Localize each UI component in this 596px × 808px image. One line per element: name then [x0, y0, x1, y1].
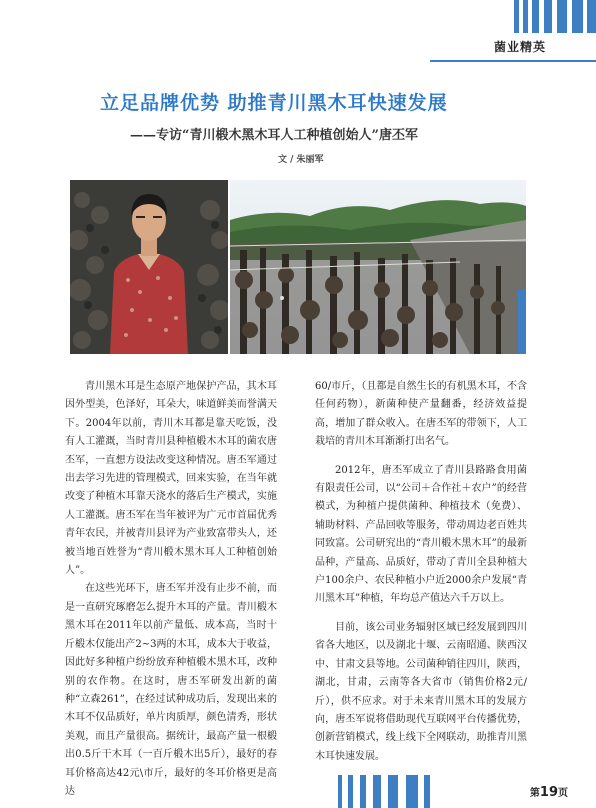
header-stripes	[514, 0, 596, 33]
left-column	[65, 378, 277, 801]
article-title: 立足品牌优势 助推青川黑木耳快速发展	[100, 92, 448, 114]
paragraph: 2012年，唐丕军成立了青川县路路食用菌有限责任公司，以“公司＋合作社＋农户”的经营模式，为种植户提供菌种、种植技术（免费）、辅助材料、产品回收等服务，带动周边老百姓共同致富。公司研究出的“青川椴木黑木耳”的最新品种，产量高、品质好，带动了青川全县种植大户100余户、农民种植小户近2000余户发展“青川黑木耳”种植，年均总产值达六千万以上。	[315, 464, 527, 605]
portrait-photo	[70, 180, 228, 354]
footer-stripes	[0, 775, 430, 808]
page-number-value: 19	[539, 785, 558, 800]
section-rule	[430, 60, 596, 62]
paragraph: 目前，该公司业务辐射区域已经发展到四川省各大地区，以及湖北十堰、云南昭通、陕西汉中、甘肃文县等地。公司菌种销往四川，陕西，湖北，甘肃，云南等各大省市（销售价格2元/斤），供不应求。对于未来青川黑木耳的发展方向，唐丕军说将借助现代互联网平台传播优势，创新营销模式，线上线下全网联动，助推青川黑木耳快速发展。	[315, 621, 527, 762]
paragraph: 60/市斤，（且都是自然生长的有机黑木耳，不含任何药物），新菌种使产量翻番，经济效益提高，增加了群众收入。在唐丕军的带领下，人工栽培的青川木耳渐渐打出名气。	[315, 381, 527, 448]
article-subtitle: ——专访“青川椴木黑木耳人工种植创始人”唐丕军	[130, 128, 418, 143]
paragraph: 青川黑木耳是生态原产地保护产品，其木耳因外型美，色泽好，耳朵大，味道鲜美而誉满天下。2004年以前，青川木耳都是靠天吃饭，没有人工灌溉，当时青川县种植椴木木耳的菌农唐丕军，一直想方设法改变这种情况。唐丕军通过出去学习先进的管理模式，回来实验，在当年就改变了种植木耳靠天浇水的落后生产模式，实施人工灌溉。唐丕军在当年被评为广元市首届优秀青年农民，并被青川县评为产业致富带头人，还被当地百姓誉为“青川椴木黑木耳人工种植创始人”。	[65, 381, 277, 577]
paragraph: 在这些光环下，唐丕军并没有止步不前，而是一直研究琢磨怎么提升木耳的产量。青川椴木黑木耳在2011年以前产量低、成本高，当时十斤椴木仅能出产2~3两的木耳，成本大于收益，因此好多种植户纷纷放弃种植椴木黑木耳，改种别的农作物。在这时，唐丕军研发出新的菌种“立森261”，在经过试种成功后，发现出来的木耳不仅品质好，单片肉质厚，颜色清秀，形状美观，而且产量很高。据统计，最高产量一根椴出0.5斤干木耳（一百斤椴木出5斤），最好的春耳价格高达42元\市斤，最好的冬耳价格更是高达	[65, 583, 277, 797]
fungus-farm-photo	[230, 180, 526, 354]
section-label: 菌业精英	[493, 40, 546, 54]
page-number	[530, 784, 568, 800]
page-prefix: 第	[529, 788, 540, 799]
page-suffix: 页	[558, 788, 568, 799]
article-byline: 文 / 朱丽军	[278, 155, 324, 165]
right-column	[315, 378, 527, 766]
